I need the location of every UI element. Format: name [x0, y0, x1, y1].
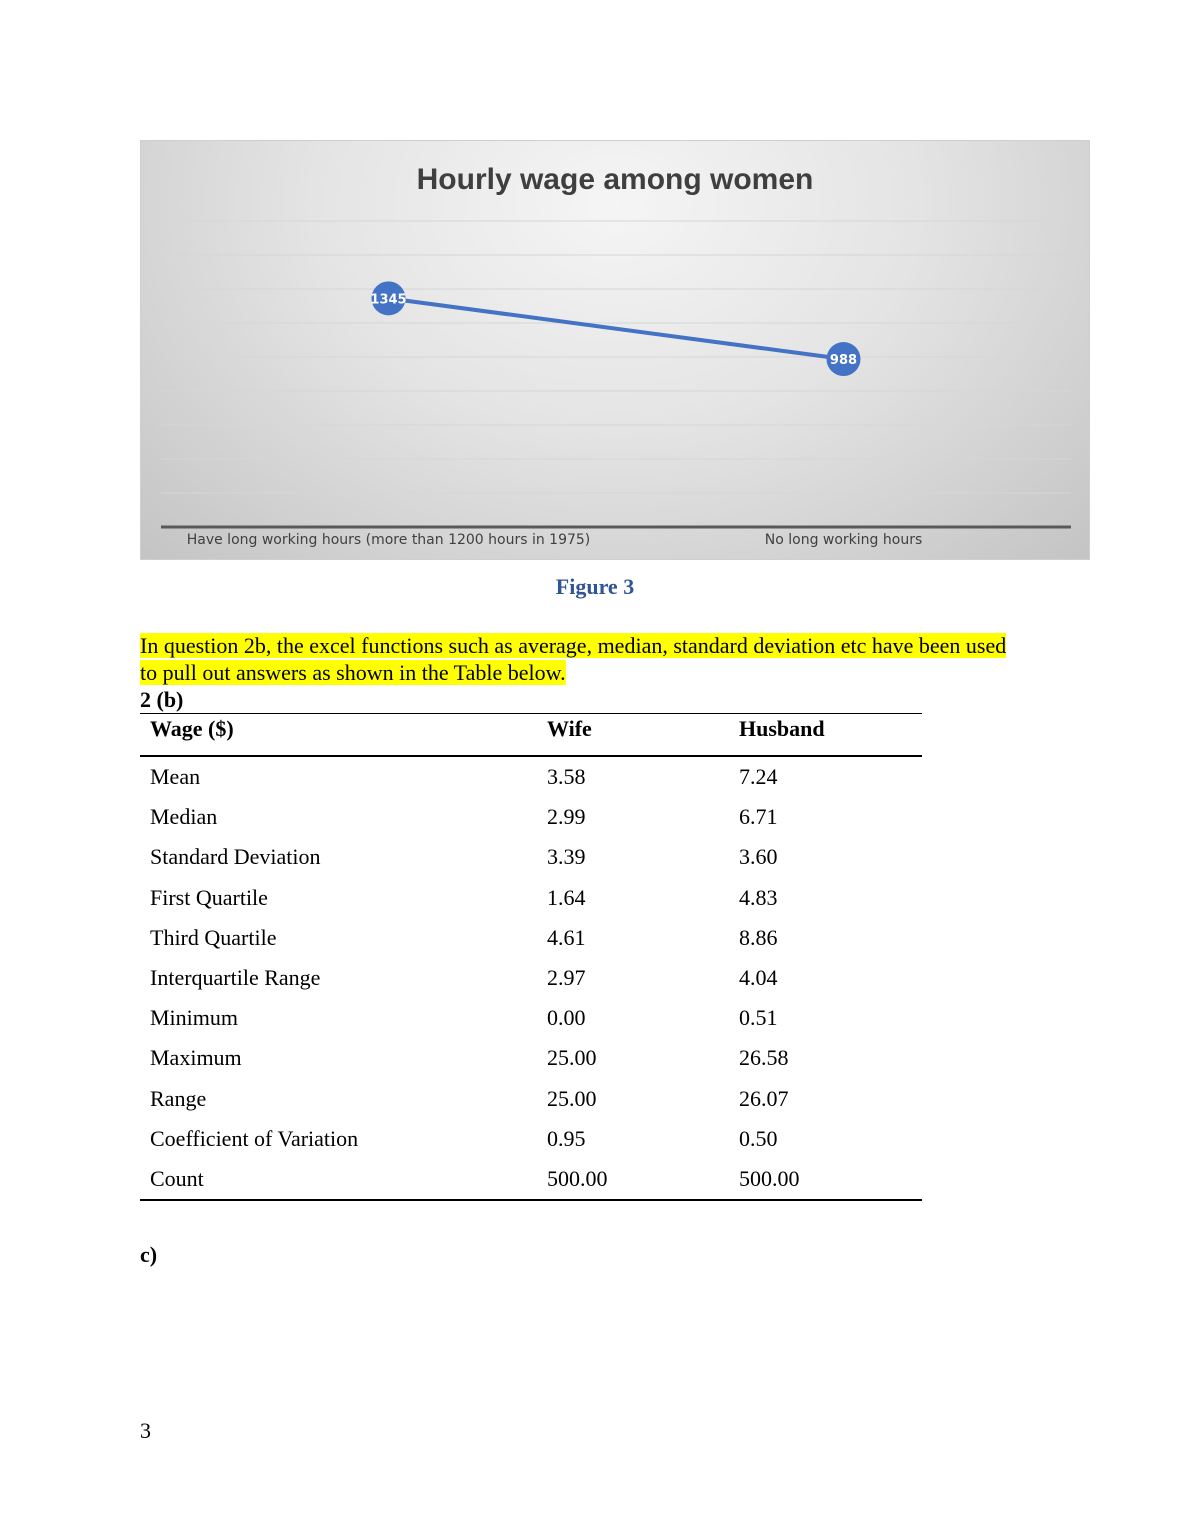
value-cell: 1.64	[547, 884, 586, 910]
value-cell: 4.61	[547, 924, 586, 950]
column-header: Wife	[537, 714, 729, 757]
table-row	[140, 797, 922, 837]
column-header: Husband	[729, 714, 922, 757]
row-label-cell: Minimum	[150, 1005, 239, 1031]
row-label-cell: Median	[150, 804, 218, 830]
data-label: 1345	[370, 292, 407, 308]
value-cell: 3.39	[547, 844, 586, 870]
value-cell: 2.97	[547, 965, 586, 991]
row-label-cell: Maximum	[150, 1045, 242, 1071]
section-label-c: c)	[140, 1242, 158, 1267]
value-cell: 0.95	[547, 1125, 586, 1151]
table-row	[140, 958, 922, 998]
series-line	[389, 298, 844, 359]
value-cell: 25.00	[547, 1085, 597, 1111]
value-cell: 7.24	[739, 764, 778, 790]
data-label: 988	[829, 353, 858, 369]
table-row	[140, 998, 922, 1038]
row-label-cell: First Quartile	[150, 884, 268, 910]
value-cell: 2.99	[547, 804, 586, 830]
value-cell: 500.00	[729, 1159, 922, 1200]
row-label-cell: Standard Deviation	[150, 844, 321, 870]
value-cell: 0.50	[739, 1125, 778, 1151]
x-category-label: Have long working hours (more than 1200 hours in 1975)	[186, 532, 591, 548]
column-header: Wage ($)	[140, 714, 537, 757]
value-cell: 26.07	[739, 1085, 789, 1111]
table-header-row	[140, 714, 922, 757]
paragraph-text: In question 2b, the excel functions such as average, median, standard deviation etc have been used to pull out answers as shown in the Table below.	[140, 633, 1007, 685]
row-label-cell: Interquartile Range	[150, 965, 321, 991]
figure-caption: Figure 3	[555, 574, 635, 599]
value-cell: 0.00	[547, 1005, 586, 1031]
chart-plot	[141, 141, 1090, 560]
chart-title: Hourly wage among women	[416, 163, 814, 196]
value-cell: 0.51	[739, 1005, 778, 1031]
row-label-cell: Range	[150, 1085, 207, 1111]
row-label-cell: Coefficient of Variation	[150, 1125, 359, 1151]
table-row	[140, 1159, 922, 1200]
table-row	[140, 1119, 922, 1159]
table-row	[140, 837, 922, 877]
row-label-cell: Count	[140, 1159, 537, 1200]
value-cell: 3.58	[547, 764, 586, 790]
section-label: 2 (b)	[140, 687, 184, 712]
value-cell: 6.71	[739, 804, 778, 830]
value-cell: 25.00	[547, 1045, 597, 1071]
value-cell: 500.00	[537, 1159, 729, 1200]
value-cell: 4.83	[739, 884, 778, 910]
value-cell: 4.04	[739, 965, 778, 991]
line-chart	[140, 140, 1090, 560]
row-label-cell: Third Quartile	[150, 924, 277, 950]
table-row	[140, 756, 922, 797]
wage-statistics-table	[140, 713, 922, 1201]
row-label-cell: Mean	[150, 764, 201, 790]
value-cell: 3.60	[739, 844, 778, 870]
page-number: 3	[140, 1418, 151, 1443]
table-row	[140, 878, 922, 918]
x-category-label: No long working hours	[764, 532, 923, 548]
highlighted-paragraph	[140, 632, 1020, 686]
value-cell: 26.58	[739, 1045, 789, 1071]
value-cell: 8.86	[739, 924, 778, 950]
table-row	[140, 918, 922, 958]
table-row	[140, 1038, 922, 1078]
table-row	[140, 1079, 922, 1119]
